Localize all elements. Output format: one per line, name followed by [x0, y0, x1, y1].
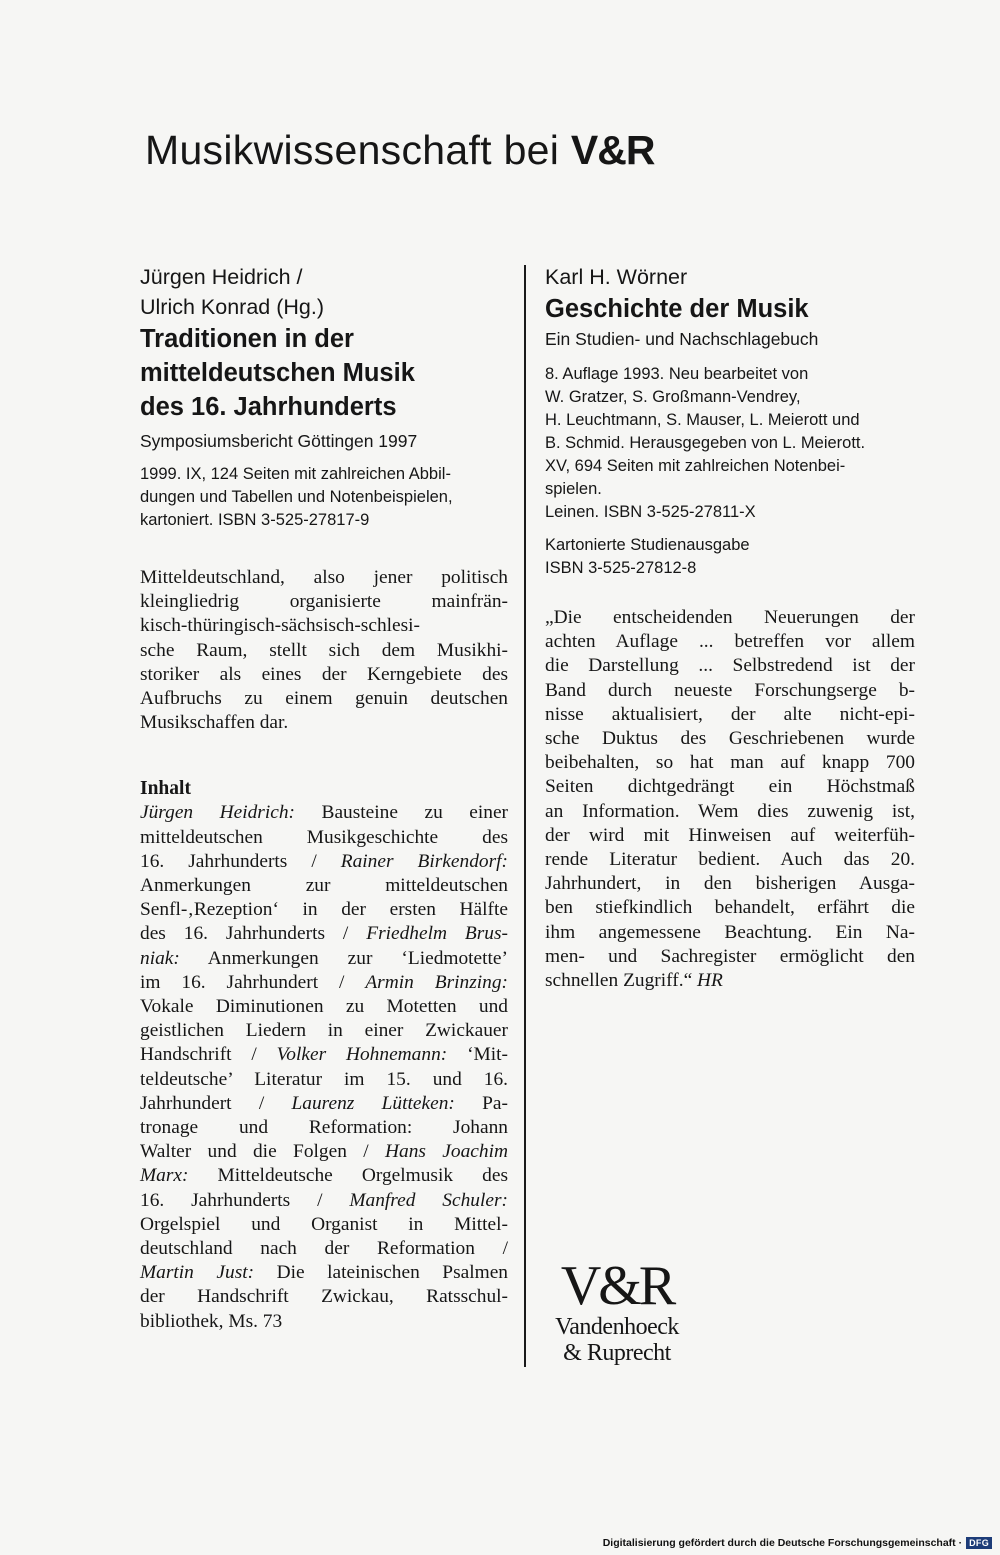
contents-text: Vokale Diminutionen zu Motetten und: [140, 996, 508, 1018]
contents-text: ‘Mit-: [447, 1044, 509, 1066]
quote-line: ben stiefkindlich behandelt, erfährt die: [545, 897, 915, 919]
contents-text: tronage und Reformation: Johann: [140, 1117, 508, 1139]
contributor-name: Hans Joachim: [385, 1141, 508, 1163]
left-book-author: Jürgen Heidrich /: [140, 265, 303, 289]
column-divider: [524, 265, 526, 1367]
logo-line-vandenhoeck: Vandenhoeck: [555, 1314, 679, 1340]
contents-text: Jahrhundert /: [140, 1092, 292, 1114]
contents-line: [140, 898, 508, 922]
contributor-name: Friedhelm Brus-: [366, 923, 508, 945]
contents-text: im 16. Jahrhundert /: [140, 971, 366, 993]
quote-line: der wird mit Hinweisen auf weiterfüh-: [545, 824, 915, 846]
quote-line: ihm angemessene Beachtung. Ein Na-: [545, 921, 915, 943]
quote-line: sche Duktus des Geschriebenen wurde: [545, 728, 915, 750]
left-book-description: [140, 566, 508, 735]
description-line: kleingliedrig organisierte mainfrän-: [140, 591, 508, 613]
bib-line: dungen und Tabellen und Notenbeispielen,: [140, 488, 453, 506]
contributor-name: niak:: [140, 947, 180, 969]
contents-line: [140, 850, 508, 874]
contributor-name: Armin Brinzing:: [365, 971, 508, 993]
contents-text: 16. Jahrhunderts /: [140, 1189, 350, 1211]
contents-line: [140, 826, 508, 850]
bib-line: 1999. IX, 124 Seiten mit zahlreichen Abbil-: [140, 465, 451, 483]
quote-line: Seiten dichtgedrängt ein Höchstmaß: [545, 776, 915, 798]
left-book-title: [140, 322, 508, 424]
description-line: kisch-thüringisch-sächsisch-schlesi-: [140, 615, 421, 637]
contents-line: [140, 1189, 508, 1213]
edition-line: 8. Auflage 1993. Neu bearbeitet von: [545, 365, 809, 383]
quote-signature: HR: [697, 970, 723, 992]
logo-line-ruprecht: & Ruprecht: [563, 1340, 671, 1366]
left-book-title-line: des 16. Jahrhunderts: [140, 393, 397, 421]
edition-line: Leinen. ISBN 3-525-27811-X: [545, 503, 756, 521]
contents-line: [140, 1092, 508, 1116]
left-book-editor: Ulrich Konrad (Hg.): [140, 295, 324, 319]
right-book-author: Karl H. Wörner: [545, 265, 688, 289]
quote-line: nisse aktualisiert, der alte nicht-epi-: [545, 703, 915, 725]
quote-line: an Information. Wem dies zuwenig ist,: [545, 800, 915, 822]
quote-line: men- und Sachregister ermöglicht den: [545, 945, 915, 967]
edition-line: spielen.: [545, 480, 602, 498]
contents-line: [140, 1237, 508, 1261]
contributor-name: Rainer Birkendorf:: [340, 850, 508, 872]
contents-heading: Inhalt: [140, 778, 191, 800]
contents-list: [140, 801, 508, 1333]
contents-text: bibliothek, Ms. 73: [140, 1310, 283, 1332]
contents-text: der Handschrift Zwickau, Ratsschul-: [140, 1286, 508, 1308]
contents-line: [140, 1019, 508, 1043]
contents-line: [140, 874, 508, 898]
contributor-name: Marx:: [140, 1165, 189, 1187]
review-quote: [545, 606, 915, 993]
contributor-name: Jürgen Heidrich:: [140, 802, 296, 824]
contents-text: Mitteldeutsche Orgelmusik des: [188, 1165, 508, 1187]
quote-line: Jahrhundert, in den bisherigen Ausga-: [545, 873, 915, 895]
contents-text: Pa-: [454, 1092, 508, 1114]
contributor-name: Martin Just:: [140, 1262, 255, 1284]
logo-mark: V&R: [560, 1255, 674, 1317]
contents-text: Bausteine zu einer: [295, 802, 509, 824]
study-edition-line: ISBN 3-525-27812-8: [545, 559, 697, 577]
contributor-name: Manfred Schuler:: [349, 1189, 508, 1211]
contents-line: [140, 1261, 508, 1285]
contents-text: mitteldeutschen Musikgeschichte des: [140, 826, 508, 848]
contents-line: [140, 1213, 508, 1237]
description-line: storiker als eines der Kerngebiete des: [140, 663, 508, 685]
quote-line: beibehalten, so hat man auf knapp 700: [545, 752, 915, 774]
contents-text: Walter und die Folgen /: [140, 1141, 385, 1163]
dfg-logo-badge: DFG: [966, 1537, 992, 1549]
contributor-name: Laurenz Lütteken:: [291, 1092, 455, 1114]
left-book-title-line: Traditionen in der: [140, 325, 354, 353]
quote-line: „Die entscheidenden Neuerungen der: [545, 607, 915, 628]
right-book-subtitle: Ein Studien- und Nachschlagebuch: [545, 329, 819, 349]
contents-line: [140, 801, 508, 825]
study-edition-line: Kartonierte Studienausgabe: [545, 536, 750, 554]
right-book-study-edition: [545, 534, 915, 580]
contents-line: [140, 1285, 508, 1309]
edition-line: W. Gratzer, S. Großmann-Vendrey,: [545, 388, 801, 406]
quote-end: schnellen Zugriff.“: [545, 970, 698, 992]
bib-line: kartoniert. ISBN 3-525-27817-9: [140, 511, 370, 529]
contents-text: Orgelspiel und Organist in Mittel-: [140, 1213, 508, 1235]
contents-text: Die lateinischen Psalmen: [254, 1262, 509, 1284]
page-title-text: Musikwissenschaft bei: [145, 127, 560, 174]
digitization-footer: [603, 1537, 992, 1549]
description-line: Aufbruchs zu einem genuin deutschen: [140, 688, 508, 710]
publisher-logo: [542, 1255, 692, 1366]
contents-text: Anmerkungen zur mitteldeutschen: [140, 875, 508, 897]
quote-line: Band durch neueste Forschungserge b-: [545, 679, 915, 701]
contents-line: [140, 1068, 508, 1092]
contents-line: [140, 971, 508, 995]
page-title: [145, 127, 654, 174]
quote-line: die Darstellung ... Selbstredend ist der: [545, 655, 915, 677]
contents-line: [140, 1140, 508, 1164]
edition-line: B. Schmid. Herausgegeben von L. Meierott.: [545, 434, 866, 452]
contents-text: Handschrift /: [140, 1044, 277, 1066]
contents-line: [140, 995, 508, 1019]
quote-line: achten Auflage ... betreffen vor allem: [545, 631, 915, 653]
description-line: Musikschaffen dar.: [140, 712, 289, 734]
contents-text: Anmerkungen zur ‘Liedmotette’: [179, 947, 508, 969]
contents-line: [140, 922, 508, 946]
left-book-subtitle: Symposiumsbericht Göttingen 1997: [140, 431, 418, 451]
left-book-column: [140, 262, 508, 1334]
description-line: sche Raum, stellt sich dem Musikhi-: [140, 639, 508, 661]
edition-line: H. Leuchtmann, S. Mauser, L. Meierott und: [545, 411, 860, 429]
contents-text: 16. Jahrhunderts /: [140, 850, 341, 872]
contents-text: teldeutsche’ Literatur im 15. und 16.: [140, 1068, 508, 1090]
contents-text: des 16. Jahrhunderts /: [140, 923, 367, 945]
contents-line: [140, 947, 508, 971]
right-book-title: Geschichte der Musik: [545, 295, 809, 323]
left-book-title-line: mitteldeutschen Musik: [140, 359, 415, 387]
right-book-column: [545, 262, 915, 993]
contents-text: geistlichen Liedern in einer Zwickauer: [140, 1020, 508, 1042]
contents-line: [140, 1116, 508, 1140]
contents-text: deutschland nach der Reformation /: [140, 1238, 508, 1260]
right-book-edition-info: [545, 363, 915, 524]
footer-text: Digitalisierung gefördert durch die Deutsche Forschungsgemeinschaft ·: [602, 1537, 963, 1549]
contents-line: [140, 1164, 508, 1188]
page-title-brand: V&R: [570, 127, 655, 174]
quote-line: rende Literatur bedient. Auch das 20.: [545, 849, 915, 871]
edition-line: XV, 694 Seiten mit zahlreichen Notenbei-: [545, 457, 846, 475]
contributor-name: Volker Hohnemann:: [276, 1044, 448, 1066]
contents-line: [140, 1310, 508, 1334]
quote-line: [545, 969, 915, 993]
left-book-bibliographic-info: [140, 463, 508, 532]
contents-line: [140, 1043, 508, 1067]
contents-text: Senfl-‚Rezeption‘ in der ersten Hälfte: [140, 899, 508, 921]
description-line: Mitteldeutschland, also jener politisch: [140, 567, 508, 588]
